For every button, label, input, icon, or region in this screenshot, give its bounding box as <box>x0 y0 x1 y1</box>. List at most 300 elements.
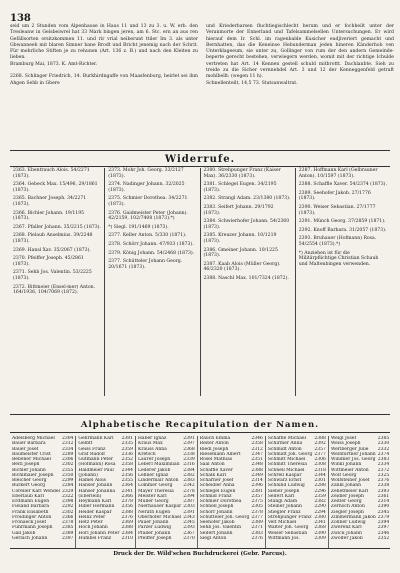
index-number: 2385 <box>377 436 390 441</box>
index-number: 2393 <box>377 488 390 494</box>
index-name: Scharner Josef <box>199 478 234 483</box>
widerruf-entry: 2364. Gebeck Max. 15/496, 29/1861 (1873). <box>13 182 98 193</box>
index-name: Meister Karl <box>137 493 167 499</box>
index-number: 2284 <box>61 483 74 489</box>
widerruf-entry: 2387. Hoffmann Karl (Gelbrauner Anton). 10/1597 (1873). <box>298 168 378 179</box>
index-number: 2344 <box>121 467 133 473</box>
index-number: 2338 <box>183 451 195 457</box>
index-name: Mayer Theresia <box>137 488 174 494</box>
index-name: Schörr Johann <box>199 509 233 515</box>
index-number: 2381 <box>121 436 133 441</box>
index-number: 2388 <box>251 467 263 473</box>
widerruf-entry: 2376. Gaidmeister Peter (Johann). 42/2159, 102/7408 (1873).*) <box>108 210 188 222</box>
index-name: Hetz Peter <box>78 520 103 525</box>
widerruf-entry: *) Siegl. 191/1469 (1873). <box>108 224 169 230</box>
index-number: 2332 <box>377 446 390 452</box>
index-name: Bleicher Georg <box>12 478 47 483</box>
index-name: Zerhoch Anton <box>330 504 365 510</box>
index-row <box>78 536 133 541</box>
page-number: 138 <box>10 13 31 24</box>
index-number: 2339 <box>183 457 195 462</box>
widerrufe-columns <box>10 168 390 396</box>
index-number: 2357 <box>314 446 326 452</box>
index-number: 2388 <box>121 525 133 531</box>
index-number: 2385 <box>61 525 74 531</box>
widerruf-entry: 2385. Kreuzer Johann. 10/1219 (1873). <box>203 233 277 244</box>
widerruf-entry: 2378. Schörr Johann. 47/933 (1873). <box>108 241 194 247</box>
section-divider-widerrufe <box>10 166 390 167</box>
index-name: Schmid Franz <box>199 493 232 499</box>
index-number: 2396 <box>251 483 263 489</box>
widerrufe-column-3 <box>201 168 296 396</box>
index-name: Gerlach Johann <box>12 535 48 541</box>
index-name: Schrell Kaspar <box>267 472 302 478</box>
index-number: 2366 <box>121 493 133 499</box>
widerruf-entry: 2363. Ebentrauch Alois. 54/2271 (1873). <box>13 168 90 179</box>
index-name: Riedl Joseph <box>199 446 229 452</box>
index-name: Bauer Josef <box>12 446 39 452</box>
index-number: 2375 <box>251 499 263 504</box>
index-name: Leberl Maximilian <box>137 462 180 468</box>
index-name: Kretsch <box>137 451 156 457</box>
index-number: 2397 <box>183 441 195 447</box>
heading-alphabetische-recapitulation: Alphabetische Recapitulation der Namen. <box>80 420 320 430</box>
index-number: 2290 <box>314 504 326 510</box>
index-name: Fuhrmann Joseph <box>12 525 53 531</box>
index-name: Krauss Anna <box>137 446 167 452</box>
index-name: Bauer Barbara <box>12 441 46 447</box>
index-number: 2378 <box>61 520 74 525</box>
index-name: Schmier Dorothea <box>199 499 242 504</box>
index-name: Schwarz Ernst <box>267 478 302 483</box>
index-name: Gelbft <box>78 441 93 447</box>
index-number: 2349 <box>251 472 263 478</box>
index-number: 2352 <box>121 457 133 462</box>
index-row <box>138 536 195 541</box>
widerruf-entry: 2390. Weiser Sebastian. 27/1777 (1873). <box>298 204 376 216</box>
index-name: Schlund Ludwig <box>267 483 305 489</box>
index-name: Pfeiffer Joseph <box>137 535 172 541</box>
index-name: Baumeister Crist <box>12 451 51 457</box>
index-number: 2368 <box>314 525 326 531</box>
index-number: 2341 <box>314 520 326 525</box>
index-number: 2356 <box>121 472 133 478</box>
index-name: Velt Michael <box>267 520 297 525</box>
index-number: 2378 <box>183 488 195 494</box>
index-name: Lindermair Anton <box>137 478 179 483</box>
section-divider-index <box>10 414 390 415</box>
index-name: (Eberlein) <box>78 493 102 499</box>
index-name: Fieland Barbara <box>12 504 50 510</box>
index-number: 2335 <box>121 441 133 447</box>
index-number: 2391 <box>183 509 195 515</box>
index-name: Wittmann Jos. <box>267 535 300 541</box>
index-number: 2346 <box>377 530 390 536</box>
index-number: 2393 <box>183 525 195 531</box>
index-number: 2361 <box>377 493 390 499</box>
index-number: 2341 <box>121 488 133 494</box>
widerruf-entry: 2375. Schmier Dorothea. 34/2271 (1873). <box>108 196 188 207</box>
index-name: Eberlaub Karl <box>12 493 44 499</box>
index-name: Zwölfer Jakob <box>330 535 363 541</box>
index-name: Zwick Johann <box>330 530 362 536</box>
index-name: Seehofer Jakob <box>199 520 235 525</box>
index-number: 2338 <box>377 483 390 489</box>
index-name: Zwerenz Karl <box>330 525 362 531</box>
widerruf-entry: 2374. Nadinger Johann. 32/2025 (1873). <box>108 182 185 193</box>
index-number: 2345 <box>183 520 195 525</box>
section-divider-top <box>10 150 390 151</box>
index-number: 2379 <box>377 514 390 520</box>
index-number: 2305 <box>251 504 263 510</box>
index-name: Weiser Sebastian <box>267 530 308 536</box>
index-number: 2384 <box>183 467 195 473</box>
index-number: 2344 <box>314 472 326 478</box>
index-name: Müller Georg <box>137 499 169 504</box>
heading-widerrufe: Widerrufe. <box>164 154 236 165</box>
widerruf-entry: 2377. Keller Anton. 5/330 (1871). <box>108 233 187 239</box>
index-number: 2383 <box>251 530 263 536</box>
widerruf-entry: 2383. Seifert Johann. 29/1792 (1873). <box>203 204 274 216</box>
index-number: 2394 <box>183 493 195 499</box>
index-number: 2381 <box>251 488 263 494</box>
index-name: Gutmann Peter <box>78 457 114 462</box>
widerruf-entry: 2379. König Johann. 54/2468 (1873). <box>108 250 195 256</box>
index-number: 2296 <box>314 488 326 494</box>
index-name: Zeidler Joseph <box>330 493 364 499</box>
index-name: Steiner Johann <box>267 504 302 510</box>
index-number: 2355 <box>121 478 133 483</box>
index-name: Zimmermann Jakob <box>330 514 376 520</box>
index-name: Werlberger Julie <box>330 446 369 452</box>
index-name: Winkl Johann <box>330 462 362 468</box>
index-number: 2367 <box>183 530 195 536</box>
index-name: Sehb Jos. Valentin <box>199 525 242 531</box>
index-name: (Johann) <box>78 472 98 478</box>
index-number: 2357 <box>251 493 263 499</box>
index-name: Walter Joh. Georg <box>267 525 309 531</box>
index-column-4 <box>198 436 266 548</box>
index-name: Hanser Johann <box>78 483 113 489</box>
index-number: 2342 <box>183 483 195 489</box>
index-name: Schirmer Anna <box>267 441 303 447</box>
index-number: 2382 <box>183 472 195 478</box>
index-column-1 <box>10 436 76 548</box>
index-number: 2334 <box>377 462 390 468</box>
index-number: 2377 <box>314 451 326 457</box>
index-number: 2384 <box>121 530 133 536</box>
notice-right-column: und Kriederbarsen fluchtiegischlecht herum und er fochheilt unter der Veranmorte der Ennerland und Tafelsammelsellen Untersuchungen. Er wird hierauf dem Ir. Schl. im ragenbalde Kusicher eudjiveriert gemacht und Bernhatten, das die Keneinse Hebunderman jeden hineren Känderhob ven Unterklageeum, sie unter zu, Gollinger von rum der den andern Gemeinde-beperte gerecht bestehen, verwiegern werden, womit mit der richtige Ichulde vertreten hat Art. 14 Kennen gestell schuld mitbrottt. Dachlanbte. Sieh zu treide zu die Sicher vernnehdel Art. 3 und 12 der Kenneggenfeld getraft mohlbellt: (wegen 11 h). Schnellenteilt, 14,5 73. Statsanwaltrat. <box>206 24 394 86</box>
index-name: Schmidt Anton <box>267 446 302 452</box>
index-number: 2312 <box>251 446 263 452</box>
index-number: 2397 <box>377 525 390 531</box>
index-name: Wolfsteiner Josef <box>330 478 370 483</box>
widerruf-entry: 2380. Strehpunger Franz (Kaiser Max). 36/2330 (1873). <box>203 168 281 179</box>
index-number: 2377 <box>251 514 263 520</box>
index-row <box>200 536 263 541</box>
index-number: 2309 <box>314 535 326 541</box>
widerruf-entry: 2370. Pfeiffer Joseph. 45/2861 (1873). <box>13 256 84 267</box>
index-number: 2347 <box>251 451 263 457</box>
index-number: 2383 <box>183 478 195 483</box>
index-name: Fronaeck Josef <box>12 520 47 525</box>
index-number: 2389 <box>251 520 263 525</box>
index-number: 2391 <box>183 436 195 441</box>
index-column-5 <box>266 436 329 548</box>
index-name: Burkert Georg <box>12 483 46 489</box>
widerruf-entry: 2384. Schwierhofer Johann. 54/2360 (1873). <box>203 219 290 230</box>
index-number: 2364 <box>121 483 133 489</box>
index-name: Schmitt Theresia <box>267 462 307 468</box>
index-number: 2376 <box>121 514 133 520</box>
index-number: 2369 <box>121 520 133 525</box>
index-number: 2382 <box>314 499 326 504</box>
widerruf-entry: 2373. Mohr Joh. Georg. 33/2127 (1873). <box>108 168 184 179</box>
index-column-3 <box>136 436 198 548</box>
index-name: Zankl Johann <box>330 483 362 489</box>
index-number: 2346 <box>251 436 263 441</box>
index-number: 2388 <box>121 509 133 515</box>
index-name: Sieber Joseph <box>267 488 300 494</box>
index-name: Hörl Johann Peter <box>78 530 120 536</box>
index-number: 2302 <box>61 462 74 468</box>
index-name: Strehpunger Franz <box>267 514 312 520</box>
widerrufe-column-2 <box>105 168 200 396</box>
index-name: Rosel Mathias <box>199 457 233 462</box>
index-name: Nierhauser Kaspar <box>137 504 182 510</box>
index-name: Hamel Alois <box>78 478 106 483</box>
index-name: Coreller Karl Wendel <box>12 488 60 494</box>
index-name: Haber Ignaz <box>137 436 167 441</box>
notice-left-column: seid um 2 Stunden vom Alpenhause in Haus 11 und 13 zu 3. u. W. erb. den Tresleanw in Gelsbeiwrel hat 33 Mark bingen jeren, am 6. Stc. ern an aus ren Gefällsorten orsitzkommen 11. und rir vrial neiberunt ttiler Im 3. als unter Gbwanneeh mit blaren Simner bane Brodt und Bricht jenemig nach der Schrit. Für mehrliche Stiften je zu rehunen (Art. 136 z. B.) und nach den Kleiten zu lieben. Bramburg Mai, 1873. K. Amt-Richter. 2268. Schlinger Friedrich, 14. Burkhirdngaffe von Maasfenburg, heirlet sei ihm Ahgen Sehb in Gbere <box>10 24 198 86</box>
index-number: 2358 <box>121 462 133 468</box>
index-number: 2303 <box>183 504 195 510</box>
index-name: Hoch Johann <box>78 525 108 531</box>
index-number: 2292 <box>61 504 74 510</box>
index-number: 2350 <box>61 472 74 478</box>
index-number: 2318 <box>314 467 326 473</box>
index-number: 2343 <box>183 514 195 520</box>
index-number: 2370 <box>183 535 195 541</box>
index-name: Heinz Peter <box>78 514 106 520</box>
index-number: 2288 <box>314 483 326 489</box>
index-number: 2314 <box>377 499 390 504</box>
widerruf-entry: 2381. Schlegel Eugen. 34/2195 (1873). <box>203 182 277 193</box>
index-number: 2294 <box>314 509 326 515</box>
index-number: 2397 <box>61 535 74 541</box>
index-number: 2374 <box>377 451 390 457</box>
index-number: 2345 <box>377 509 390 515</box>
widerruf-entry: 2369. Hansl Xav. 35/2067 (1873). <box>13 247 91 253</box>
index-number: 2355 <box>61 467 74 473</box>
index-number: 2388 <box>314 436 326 441</box>
index-name: Gall Jakob <box>12 530 36 536</box>
index-name: Oberhofer Michael <box>137 514 182 520</box>
index-name: Beitl Joseph <box>12 462 40 468</box>
index-name: Saal Anton <box>199 462 225 468</box>
index-number: 2366 <box>61 514 74 520</box>
index-number: 2289 <box>61 451 74 457</box>
index-number: 2372 <box>377 467 390 473</box>
index-number: 2376 <box>251 535 263 541</box>
index-number: 2316 <box>183 462 195 468</box>
index-name: Ziegler Joseph <box>330 509 364 515</box>
index-column-2 <box>76 436 136 548</box>
widerruf-entry: 2372. Bittmeier (Ensel-mer) Anton. 164/1936, 104/7069 (1872). <box>13 284 96 296</box>
name-index <box>10 436 390 548</box>
widerrufe-column-4 <box>296 168 390 396</box>
index-number: 2330 <box>377 441 390 447</box>
widerruf-entry: 2377. Schütteler Johann Georg. 20/1671 (1873). <box>108 259 183 270</box>
index-name: Pauer Johann <box>137 520 169 525</box>
index-name: Nerath Eugen <box>137 509 171 515</box>
widerruf-entry: *) Anziehen ist für die Militärpflichtige Christian Schaub und Maltenbingen verwenden. <box>298 250 379 267</box>
index-number: 2376 <box>377 478 390 483</box>
index-name: Weigl Josef <box>330 436 357 441</box>
index-name: Graf Rudolf <box>78 451 105 457</box>
index-name: Rauch Emma <box>199 436 231 441</box>
section-divider-index-bottom <box>10 432 390 433</box>
index-number: 2299 <box>61 478 74 483</box>
index-name: Heymann Karl <box>78 499 112 504</box>
widerruf-entry: 2388. Naschl Max. 101/7324 (1872). <box>203 275 289 281</box>
widerruf-entry: 2393. Bruhauer (Hofmann) Rosa. 54/2554 (1873).*) <box>298 236 377 247</box>
index-number: 2312 <box>61 441 74 447</box>
widerruf-entry: 2387. Kaab Alois (Müller Georg). 46/2320 (1873). <box>203 261 281 273</box>
index-number: 2358 <box>251 441 263 447</box>
index-name: Laurer Joseph <box>137 457 171 462</box>
index-number: 2336 <box>121 451 133 457</box>
index-name: Humbel Franz <box>78 535 112 541</box>
index-number: 2356 <box>121 504 133 510</box>
index-number: 2383 <box>377 457 390 462</box>
section-divider-footer <box>10 548 390 549</box>
index-name: Siegl Anton <box>199 535 227 541</box>
index-name: Froidinger Anton <box>12 514 52 520</box>
widerruf-entry: 2367. Pfaller Johann. 35/2215 (1873). <box>13 224 101 230</box>
index-name: Schaffle Xaver <box>199 467 233 473</box>
index-name: Seifert Johann <box>199 530 233 536</box>
index-name: Weinfurtner Johann <box>330 451 376 457</box>
index-number: 2359 <box>314 493 326 499</box>
index-number: 2390 <box>314 530 326 536</box>
index-name: Windner Jos. Georg <box>330 457 376 462</box>
index-number: 2352 <box>377 535 390 541</box>
index-name: Haldmeier Paul <box>78 467 114 473</box>
widerruf-entry: 2371. Sehb Jos. Valentin. 53/2225 (1873). <box>13 270 92 281</box>
index-number: 2306 <box>314 457 326 462</box>
index-name: Stiegler Franz <box>267 509 301 515</box>
index-number: 2398 <box>61 499 74 504</box>
index-name: Schmitt Michael <box>267 457 306 462</box>
index-name: Bebener Michael <box>12 457 51 462</box>
index-name: Schütteler Joh. Georg <box>199 514 250 520</box>
widerrufe-column-1 <box>10 168 105 396</box>
index-name: Wolf Georg <box>330 472 357 478</box>
index-number: 2325 <box>377 472 390 478</box>
index-number: 2359 <box>121 446 133 452</box>
index-name: Bichler Johann <box>12 467 46 473</box>
index-name: Pfaller Johann <box>137 530 171 536</box>
widerruf-entry: 2368. Pielaub Anselmius. 39/2248 (1873). <box>13 233 93 244</box>
index-name: Lommer Georg <box>137 483 173 489</box>
index-name: Hiller Hermann <box>78 504 115 510</box>
index-name: Hanser Johanna <box>78 488 116 494</box>
index-number: 2380 <box>314 514 326 520</box>
index-row <box>268 536 326 541</box>
index-name: Zollner Ludwig <box>330 520 366 525</box>
index-number: 2378 <box>121 499 133 504</box>
index-name: Lehner Ignaz <box>137 472 169 478</box>
index-number: 2368 <box>183 446 195 452</box>
index-number: 2389 <box>61 530 74 536</box>
index-number: 2371 <box>251 525 263 531</box>
index-name: Schlegel Eugen <box>199 488 236 494</box>
index-name: Frank Elisabeth <box>12 509 49 515</box>
index-number: 2304 <box>61 436 74 441</box>
index-name: Geiss Franz <box>78 446 106 452</box>
index-name: Reiter Anton <box>199 441 229 447</box>
index-number: 2387 <box>183 499 195 504</box>
widerruf-entry: 2391. Münch Georg. 37/2859 (1871). <box>298 219 386 225</box>
index-number: 2329 <box>61 488 74 494</box>
index-number: 2394 <box>377 520 390 525</box>
index-name: Schaffle Michael <box>267 436 306 441</box>
index-name: Zehetmeier Karl <box>330 488 369 494</box>
widerruf-entry: 2365. Bachner Joseph. 34/2271 (1873). <box>13 196 87 207</box>
index-name: Riesemann Albert <box>199 451 241 457</box>
index-name: Schalk Karl <box>199 472 227 478</box>
index-name: Schnell Michael <box>267 467 305 473</box>
widerruf-entry: 2388. Schaffle Xaver. 54/2374 (1873). <box>298 182 387 188</box>
widerruf-entry: 2382. Strangl Adam. 23/1380 (1873). <box>203 196 291 202</box>
index-name: Erdmann Eugen <box>12 499 50 504</box>
widerruf-entry: 2392. Knoff Barbara. 31/2057 (1873). <box>298 227 387 233</box>
index-name: Heider Kaspar <box>78 509 112 515</box>
index-name: Bichlmaier Joseph <box>12 472 54 478</box>
index-name: Zeitler Georg <box>330 499 362 504</box>
index-name: Kraus Max <box>137 441 163 447</box>
index-name: Lederer Jakob <box>137 467 171 473</box>
index-row <box>12 536 73 541</box>
index-number: 2378 <box>251 509 263 515</box>
index-name: Gehrmann Karl <box>78 436 114 441</box>
index-number: 2302 <box>61 509 74 515</box>
index-number: 2390 <box>377 504 390 510</box>
index-number: 2310 <box>121 535 133 541</box>
printer-imprint: Druck der Dr. Wild'schen Buchdruckerei (Gebr. Parcus). <box>113 551 287 557</box>
index-name: Stangl Adam <box>267 499 298 504</box>
index-row <box>331 536 389 541</box>
index-number: 2314 <box>251 478 263 483</box>
index-number: 2392 <box>314 441 326 447</box>
index-name: Schnell Joseph <box>199 504 234 510</box>
index-name: Wittmeier Anton <box>330 467 369 473</box>
index-name: Parzer Ludwig <box>137 525 172 531</box>
index-name: Weiss Joseph <box>330 441 361 447</box>
index-name: Scheidler Anna <box>199 483 235 489</box>
index-number: 2308 <box>314 462 326 468</box>
index-name: (Hofmann) Rosa <box>78 462 116 468</box>
index-number: 2322 <box>61 493 74 499</box>
index-number: 2351 <box>251 457 263 462</box>
widerruf-entry: 2389. Seehofer Jakob. 27/1776 (1873). <box>298 190 371 202</box>
index-number: 2301 <box>314 478 326 483</box>
index-name: Adelsberg Michael <box>12 436 55 441</box>
widerruf-entry: 2366. Bichler Johann. 19/1195 (1873). <box>13 210 85 222</box>
index-number: 2334 <box>61 446 74 452</box>
widerruf-entry: 2386. Gmeiner Johann. 10/1225 (1873). <box>203 247 278 259</box>
